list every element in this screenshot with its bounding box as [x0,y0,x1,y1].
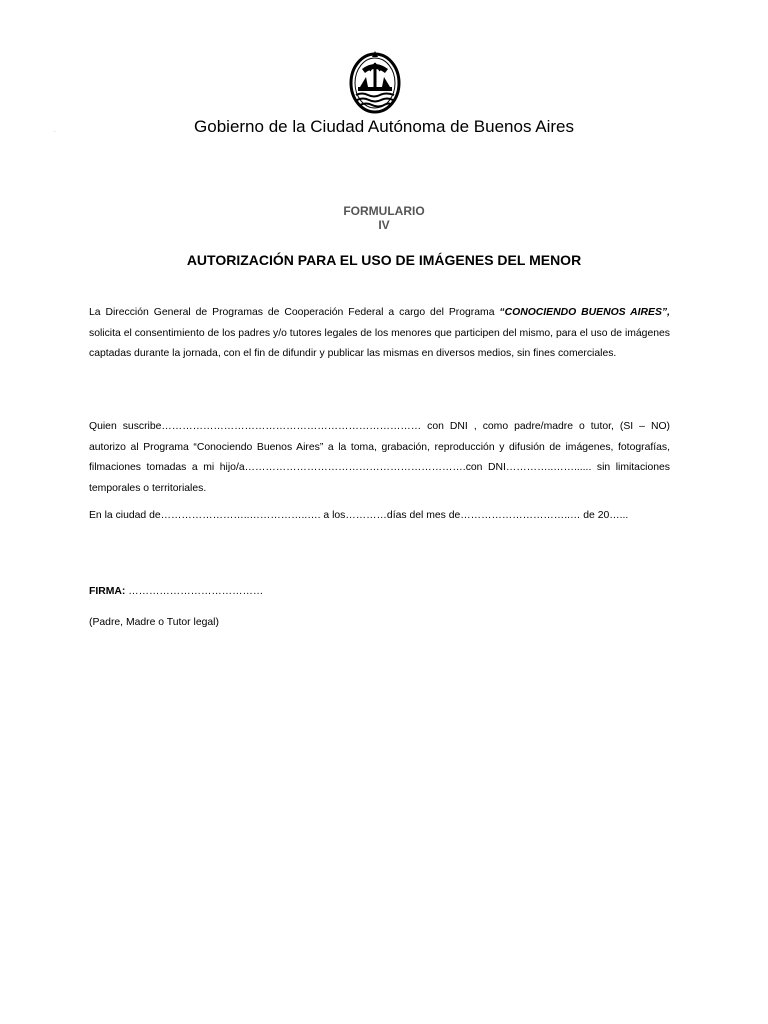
scan-artifact-dot: . [54,128,56,134]
form-label [0,204,768,232]
place-date-paragraph: En la ciudad de……………………..……………..…. a los…………días del mes de…………………………..… de 20…... [89,510,629,521]
government-title: Gobierno de la Ciudad Autónoma de Buenos Aires [194,117,574,136]
intro-text-a: La Dirección General de Programas de Cooperación Federal a cargo del Programa [89,307,500,318]
document-title: AUTORIZACIÓN PARA EL USO DE IMÁGENES DEL MENOR [186,252,582,268]
signature-label: FIRMA: [89,586,126,597]
city-seal-logo [348,47,402,115]
form-label-line2: IV [378,218,390,232]
signature-note: (Padre, Madre o Tutor legal) [89,617,219,628]
form-label-line1: FORMULARIO [343,204,425,218]
signature-dots: ………………………………… [125,586,264,597]
consent-intro-paragraph [89,303,670,365]
program-name: “CONOCIENDO BUENOS AIRES”, [499,307,670,318]
signature-line [89,582,670,603]
intro-text-b: solicita el consentimiento de los padres y/o tutores legales de los menores que participen del mismo, para el uso de imágenes captadas durante la jornada, con el fin de difundir y publicar las mismas en diversos medios, sin fines comerciales. [89,327,670,359]
authorization-paragraph: Quien suscribe………………………………………………………………… con DNI , como padre/madre o tutor, (SI – NO) autorizo al Programa “Conociendo Buenos Aires” a la toma, grabación, reproducción y difusión de imágenes, fotografías, filmaciones tomadas a mi hijo/a……………………………………………………….con DNI…………..……...... sin limitaciones temporales o territoriales. [89,421,670,494]
